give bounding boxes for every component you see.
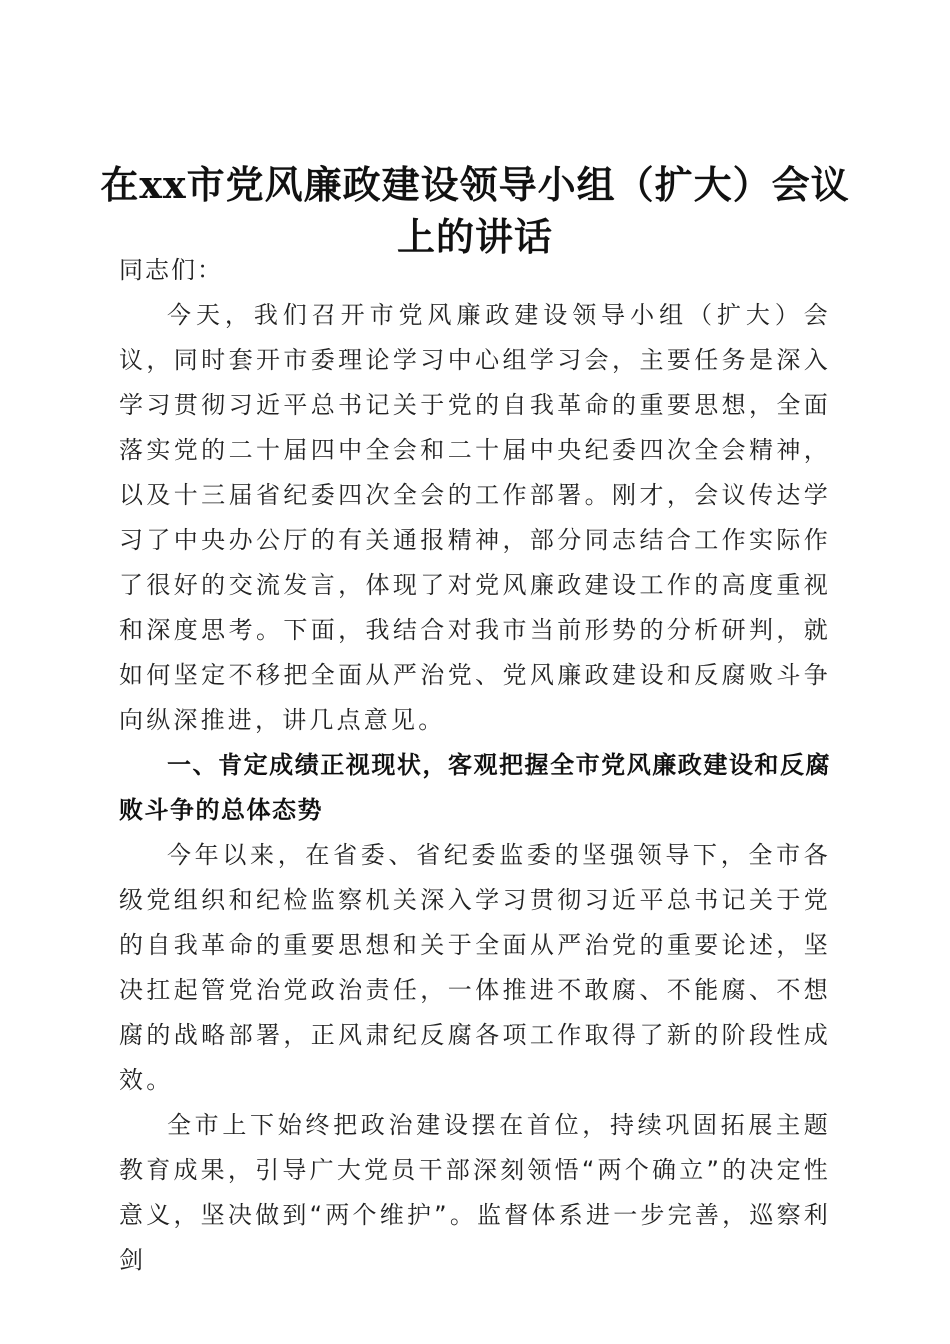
section1-paragraph-2: 全市上下始终把政治建设摆在首位，持续巩固拓展主题教育成果，引导广大党员干部深刻领悟“两个确立”的决定性意义，坚决做到“两个维护”。监督体系进一步完善，巡察利剑 <box>119 1111 831 1274</box>
section1-paragraph-1: 今年以来，在省委、省纪委监委的坚强领导下，全市各级党组织和纪检监察机关深入学习贯彻习近平总书记关于党的自我革命的重要思想和关于全面从严治党的重要论述，坚决扛起管党治党政治责任，一体推进不敢腐、不能腐、不想腐的战略部署，正风肃纪反腐各项工作取得了新的阶段性成效。 <box>119 841 831 1094</box>
intro-paragraph: 今天，我们召开市党风廉政建设领导小组（扩大）会议，同时套开市委理论学习中心组学习会，主要任务是深入学习贯彻习近平总书记关于党的自我革命的重要思想，全面落实党的二十届四中全会和二十届中央纪委四次全会精神，以及十三届省纪委四次全会的工作部署。刚才，会议传达学习了中央办公厅的有关通报精神，部分同志结合工作实际作了很好的交流发言，体现了对党风廉政建设工作的高度重视和深度思考。下面，我结合对我市当前形势的分析研判，就如何坚定不移把全面从严治党、党风廉政建设和反腐败斗争向纵深推进，讲几点意见。 <box>119 301 831 734</box>
section-heading-1: 一、肯定成绩正视现状，客观把握全市党风廉政建设和反腐败斗争的总体态势 <box>119 751 831 824</box>
title-line-1: 在xx市党风廉政建设领导小组（扩大）会议 <box>100 162 850 208</box>
salutation: 同志们： <box>119 256 223 284</box>
title-line-2: 上的讲话 <box>396 214 553 260</box>
document-body <box>119 248 831 1283</box>
